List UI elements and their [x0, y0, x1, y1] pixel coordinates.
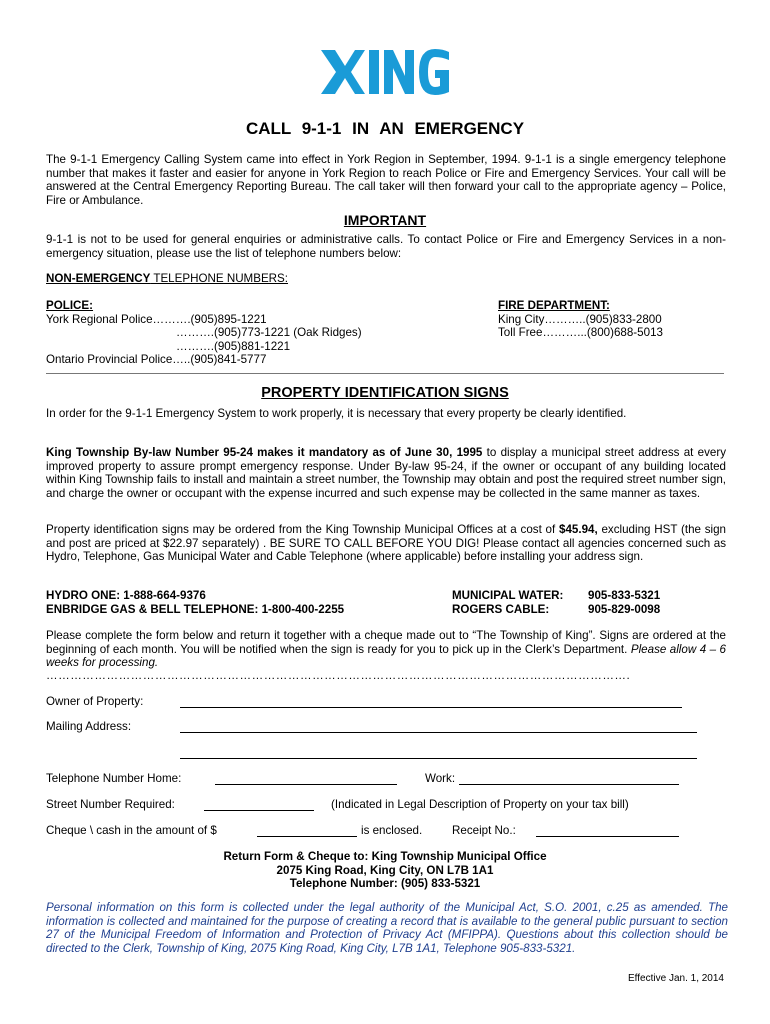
work-phone-field[interactable]	[459, 784, 679, 785]
instructions-paragraph	[46, 629, 726, 670]
utility-numbers-right	[452, 589, 660, 616]
rogers-cable-label: ROGERS CABLE:	[452, 602, 550, 616]
sign-cost: $45.94,	[559, 523, 598, 536]
property-paragraph-1: In order for the 9-1-1 Emergency System to work properly, it is necessary that every property be clearly identified.	[46, 407, 627, 420]
important-heading: IMPORTANT	[343, 212, 427, 228]
enbridge-bell-number: ENBRIDGE GAS & BELL TELEPHONE: 1-800-400-2255	[46, 602, 345, 616]
important-paragraph: 9-1-1 is not to be used for general enquiries or administrative calls. To contact Police or Fire and Emergency Services in a non-emergency situation, please use the list of telephone numbers below:	[46, 233, 726, 260]
cost-text-rest: excluding HST (the sign and post are priced at $22.97 separately) . BE SURE TO CALL BEFORE YOU DIG! Please contact all agencies concerned such as Hydro, Telephone, Gas Municipal Water and Cable Telephone (where applicable) before installing your address sign.	[46, 523, 727, 563]
non-emergency-heading-bold: NON-EMERGENCY	[46, 272, 151, 285]
bylaw-text: to display a municipal street address at every improved property to assure prompt emergency response. Under By-law 95-24, if the owner or occupant of any building located within King Township fails to install and maintain a street number, the Township may obtain and post the required street number sign, and charge the owner or occupant with the expense incurred and such expense may be collected in the same manner as taxes.	[46, 446, 727, 500]
king-township-logo	[321, 48, 451, 96]
non-emergency-heading-rest: TELEPHONE NUMBERS:	[150, 272, 289, 285]
non-emergency-heading	[46, 272, 288, 286]
bylaw-paragraph	[46, 446, 726, 500]
police-line: ……….(905)881-1221	[176, 339, 291, 353]
enclosed-label: is enclosed.	[361, 824, 423, 837]
rogers-cable-number: 905-829-0098	[588, 602, 661, 616]
police-line: York Regional Police……….(905)895-1221	[46, 312, 267, 326]
section-divider	[46, 373, 724, 374]
processing-note: Please allow 4 – 6 weeks for processing.	[46, 642, 726, 669]
cheque-amount-field[interactable]	[257, 836, 357, 837]
police-numbers	[46, 299, 362, 367]
return-line: 2075 King Road, King City, ON L7B 1A1	[276, 863, 494, 877]
cut-line: ……………………………………………………………………………………………………………………………….	[46, 669, 631, 682]
owner-label: Owner of Property:	[46, 695, 144, 708]
mailing-address-field-line-2[interactable]	[180, 758, 697, 759]
return-line: Return Form & Cheque to: King Township Municipal Office	[223, 850, 547, 863]
fire-department-label: FIRE DEPARTMENT:	[498, 299, 610, 312]
return-address-block	[0, 850, 770, 891]
home-phone-label: Telephone Number Home:	[46, 772, 182, 785]
fire-line: King City………..(905)833-2800	[498, 312, 662, 326]
receipt-number-field[interactable]	[536, 836, 679, 837]
police-line: ……….(905)773-1221 (Oak Ridges)	[176, 326, 362, 339]
home-phone-field[interactable]	[215, 784, 397, 785]
effective-date: Effective Jan. 1, 2014	[628, 973, 724, 984]
intro-paragraph: The 9-1-1 Emergency Calling System came into effect in York Region in September, 1994. 9-1-1 is a single emergency telephone number that makes it faster and easier for anyone in York Region to reach Police or Fire and Emergency Services. Your call will be answered at the Central Emergency Reporting Bureau. The call taker will then forward your call to the appropriate agency – Police, Fire or Ambulance.	[46, 153, 726, 207]
municipal-water-label: MUNICIPAL WATER:	[452, 589, 564, 602]
utility-numbers-left	[46, 589, 344, 616]
police-line: Ontario Provincial Police…..(905)841-5777	[46, 353, 267, 366]
receipt-number-label: Receipt No.:	[452, 824, 516, 837]
fire-line: Toll Free………...(800)688-5013	[498, 326, 663, 339]
cost-text-start: Property identification signs may be ordered from the King Township Municipal Offices at a cost of	[46, 523, 560, 536]
street-number-field[interactable]	[204, 810, 314, 811]
instructions-text: Please complete the form below and return it together with a cheque made out to “The Township of King”. Signs are ordered at the beginning of each month. You will be notified when the sign is ready for you to pick up in the Clerk’s Department.	[46, 629, 726, 656]
cheque-amount-label: Cheque \ cash in the amount of $	[46, 824, 217, 837]
return-line: Telephone Number: (905) 833-5321	[289, 877, 481, 890]
fire-department-numbers	[498, 299, 663, 340]
street-number-note: (Indicated in Legal Description of Property on your tax bill)	[331, 798, 629, 811]
cost-paragraph	[46, 523, 726, 564]
property-signs-heading: PROPERTY IDENTIFICATION SIGNS	[261, 385, 509, 401]
work-phone-label: Work:	[425, 772, 456, 785]
privacy-notice: Personal information on this form is collected under the legal authority of the Municipal Act, S.O. 2001, c.25 as amended. The information is collected and maintained for the purpose of creating a record that is available to the general public pursuant to section 27 of the Municipal Freedom of Information and Protection of Privacy Act (MFIPPA). Questions about this collection should be directed to the Clerk, Township of King, 2075 King Road, King City, L7B 1A1, Telephone 905-833-5321.	[46, 901, 728, 955]
bylaw-bold-text: King Township By-law Number 95-24 makes it mandatory as of June 30, 1995	[46, 446, 483, 459]
municipal-water-number: 905-833-5321	[588, 589, 661, 602]
mailing-address-label: Mailing Address:	[46, 720, 132, 733]
owner-field[interactable]	[180, 707, 682, 708]
police-label: POLICE:	[46, 299, 94, 312]
mailing-address-field[interactable]	[180, 732, 697, 733]
hydro-one-number: HYDRO ONE: 1-888-664-9376	[46, 589, 206, 602]
page-title: CALL 9-1-1 IN AN EMERGENCY	[245, 119, 525, 138]
street-number-label: Street Number Required:	[46, 798, 175, 811]
